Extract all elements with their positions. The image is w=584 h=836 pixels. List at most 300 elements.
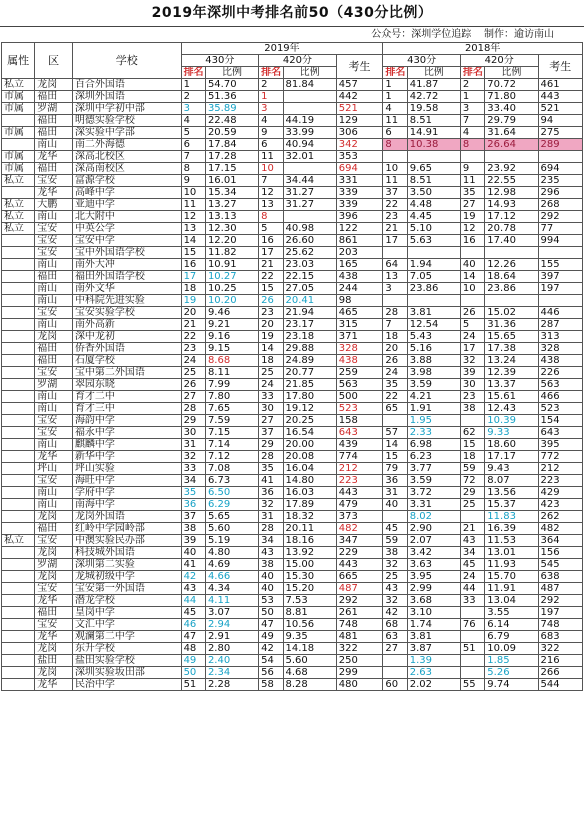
- cell-ratio-2018-420: 15.37: [485, 499, 538, 511]
- header-2018-420: 420分: [460, 55, 538, 67]
- header-rank: 排名: [181, 67, 205, 79]
- cell-examinees-2018: 223: [538, 475, 583, 487]
- cell-ratio-2018-430: 1.91: [407, 403, 460, 415]
- cell-ratio-2019-430: 12.30: [205, 223, 258, 235]
- cell-ratio-2018-420: 6.79: [485, 631, 538, 643]
- table-row: [2, 103, 583, 115]
- cell-ratio-2018-420: 15.65: [485, 331, 538, 343]
- header-ratio: 比例: [205, 67, 258, 79]
- table-row: [2, 391, 583, 403]
- cell-ratio-2018-430: 4.48: [407, 199, 460, 211]
- table-row: [2, 595, 583, 607]
- cell-attr: [2, 655, 35, 667]
- cell-rank-2018-420: 29: [460, 487, 484, 499]
- cell-ratio-2019-430: 7.59: [205, 415, 258, 427]
- ranking-table: [1, 42, 583, 691]
- cell-rank-2019-430: 3: [181, 103, 205, 115]
- cell-ratio-2018-430: 4.45: [407, 211, 460, 223]
- table-row: [2, 463, 583, 475]
- cell-rank-2019-430: 42: [181, 571, 205, 583]
- cell-rank-2018-430: 10: [383, 163, 407, 175]
- cell-rank-2019-420: 24: [259, 379, 283, 391]
- cell-examinees-2018: 446: [538, 307, 583, 319]
- cell-rank-2019-420: 53: [259, 595, 283, 607]
- cell-ratio-2019-430: 20.59: [205, 127, 258, 139]
- cell-ratio-2018-420: 23.92: [485, 163, 538, 175]
- cell-examinees-2019: 259: [336, 367, 383, 379]
- cell-ratio-2019-420: 20.00: [283, 439, 336, 451]
- cell-examinees-2019: 315: [336, 319, 383, 331]
- table-row: [2, 535, 583, 547]
- table-row: [2, 127, 583, 139]
- cell-school: 百合外国语: [72, 79, 181, 91]
- cell-school: 海旺中学: [72, 475, 181, 487]
- cell-rank-2019-430: 8: [181, 163, 205, 175]
- cell-attr: [2, 571, 35, 583]
- cell-rank-2018-430: 31: [383, 487, 407, 499]
- cell-rank-2019-420: 30: [259, 403, 283, 415]
- table-row: [2, 319, 583, 331]
- cell-ratio-2019-420: 10.56: [283, 619, 336, 631]
- cell-ratio-2018-430: 3.88: [407, 355, 460, 367]
- cell-examinees-2019: 98: [336, 295, 383, 307]
- cell-examinees-2018: [538, 295, 583, 307]
- cell-attr: [2, 679, 35, 691]
- cell-ratio-2018-430: [407, 295, 460, 307]
- cell-examinees-2019: 299: [336, 667, 383, 679]
- cell-school: 新华中学: [72, 451, 181, 463]
- cell-rank-2019-430: 20: [181, 307, 205, 319]
- table-row: [2, 259, 583, 271]
- cell-ratio-2019-430: 7.08: [205, 463, 258, 475]
- cell-rank-2019-430: 35: [181, 487, 205, 499]
- cell-ratio-2018-430: [407, 247, 460, 259]
- cell-district: 龙华: [35, 679, 73, 691]
- cell-rank-2018-420: [460, 667, 484, 679]
- cell-rank-2018-420: 33: [460, 595, 484, 607]
- cell-rank-2018-430: 45: [383, 523, 407, 535]
- cell-examinees-2019: 331: [336, 175, 383, 187]
- cell-ratio-2019-420: 19.12: [283, 403, 336, 415]
- cell-rank-2019-420: 40: [259, 571, 283, 583]
- cell-school: 学府中学: [72, 487, 181, 499]
- cell-examinees-2019: 306: [336, 127, 383, 139]
- cell-examinees-2018: 544: [538, 679, 583, 691]
- cell-ratio-2019-420: 21.85: [283, 379, 336, 391]
- table-row: [2, 631, 583, 643]
- cell-district: 宝安: [35, 235, 73, 247]
- cell-ratio-2018-430: 14.91: [407, 127, 460, 139]
- cell-attr: [2, 283, 35, 295]
- table-row: [2, 379, 583, 391]
- cell-rank-2018-420: [460, 607, 484, 619]
- cell-district: 龙岗: [35, 547, 73, 559]
- cell-rank-2019-420: 43: [259, 547, 283, 559]
- header-rank: 排名: [460, 67, 484, 79]
- cell-examinees-2018: 364: [538, 535, 583, 547]
- cell-ratio-2018-430: 3.77: [407, 463, 460, 475]
- cell-ratio-2018-420: 20.78: [485, 223, 538, 235]
- cell-rank-2019-420: 58: [259, 679, 283, 691]
- cell-examinees-2019: 158: [336, 415, 383, 427]
- cell-ratio-2018-420: 10.39: [485, 415, 538, 427]
- cell-rank-2019-420: 37: [259, 427, 283, 439]
- cell-ratio-2018-430: 3.10: [407, 607, 460, 619]
- cell-attr: [2, 451, 35, 463]
- cell-ratio-2019-420: 20.25: [283, 415, 336, 427]
- cell-rank-2018-430: 25: [383, 571, 407, 583]
- cell-rank-2019-430: 18: [181, 283, 205, 295]
- cell-school: 育才二中: [72, 391, 181, 403]
- cell-ratio-2019-420: 18.32: [283, 511, 336, 523]
- cell-school: 深高南校区: [72, 163, 181, 175]
- cell-ratio-2019-420: 15.20: [283, 583, 336, 595]
- header-district: 区: [35, 43, 73, 79]
- cell-ratio-2019-420: 25.62: [283, 247, 336, 259]
- cell-ratio-2018-430: 3.63: [407, 559, 460, 571]
- cell-rank-2018-430: 17: [383, 235, 407, 247]
- cell-rank-2018-420: 10: [460, 283, 484, 295]
- cell-ratio-2019-430: 10.20: [205, 295, 258, 307]
- cell-ratio-2018-430: 3.98: [407, 367, 460, 379]
- cell-school: 深高北校区: [72, 151, 181, 163]
- cell-rank-2019-430: 16: [181, 259, 205, 271]
- cell-attr: [2, 247, 35, 259]
- cell-ratio-2019-420: 21.94: [283, 307, 336, 319]
- cell-rank-2019-420: 34: [259, 535, 283, 547]
- cell-ratio-2019-430: 51.36: [205, 91, 258, 103]
- cell-district: 福田: [35, 163, 73, 175]
- cell-examinees-2019: 438: [336, 355, 383, 367]
- cell-ratio-2018-420: 17.38: [485, 343, 538, 355]
- table-row: [2, 307, 583, 319]
- cell-ratio-2019-430: 5.19: [205, 535, 258, 547]
- cell-ratio-2019-430: 8.68: [205, 355, 258, 367]
- cell-rank-2019-420: 12: [259, 187, 283, 199]
- cell-ratio-2018-420: 22.55: [485, 175, 538, 187]
- cell-district: 龙岗: [35, 79, 73, 91]
- cell-rank-2019-420: 23: [259, 307, 283, 319]
- cell-rank-2019-420: 21: [259, 259, 283, 271]
- cell-ratio-2019-430: 54.70: [205, 79, 258, 91]
- cell-rank-2018-430: 43: [383, 583, 407, 595]
- cell-rank-2019-420: 4: [259, 115, 283, 127]
- cell-ratio-2019-430: 9.15: [205, 343, 258, 355]
- cell-ratio-2019-430: 13.13: [205, 211, 258, 223]
- cell-ratio-2018-430: 3.31: [407, 499, 460, 511]
- cell-examinees-2018: 438: [538, 355, 583, 367]
- cell-rank-2019-430: 7: [181, 151, 205, 163]
- cell-attr: [2, 463, 35, 475]
- cell-examinees-2019: 371: [336, 331, 383, 343]
- cell-rank-2018-420: 35: [460, 187, 484, 199]
- cell-rank-2019-430: 45: [181, 607, 205, 619]
- cell-attr: 市属: [2, 103, 35, 115]
- cell-school: 文汇中学: [72, 619, 181, 631]
- cell-ratio-2019-430: 2.28: [205, 679, 258, 691]
- cell-school: 明德实验学校: [72, 115, 181, 127]
- cell-ratio-2019-420: 27.05: [283, 283, 336, 295]
- cell-ratio-2019-420: 34.44: [283, 175, 336, 187]
- cell-attr: 市属: [2, 127, 35, 139]
- cell-ratio-2019-430: 2.40: [205, 655, 258, 667]
- cell-rank-2019-420: 11: [259, 151, 283, 163]
- cell-rank-2018-430: 22: [383, 199, 407, 211]
- cell-ratio-2018-420: 12.98: [485, 187, 538, 199]
- cell-rank-2019-430: 9: [181, 175, 205, 187]
- table-row: [2, 331, 583, 343]
- cell-ratio-2018-420: 9.43: [485, 463, 538, 475]
- cell-attr: [2, 631, 35, 643]
- cell-district: 龙岗: [35, 511, 73, 523]
- cell-attr: [2, 667, 35, 679]
- table-row: [2, 559, 583, 571]
- cell-examinees-2018: 216: [538, 655, 583, 667]
- cell-school: 翠园东晓: [72, 379, 181, 391]
- cell-attr: [2, 307, 35, 319]
- cell-rank-2018-420: 39: [460, 367, 484, 379]
- cell-rank-2019-430: 19: [181, 295, 205, 307]
- cell-rank-2018-420: 30: [460, 379, 484, 391]
- cell-ratio-2019-430: 3.07: [205, 607, 258, 619]
- cell-rank-2018-430: 1: [383, 79, 407, 91]
- cell-rank-2019-430: 48: [181, 643, 205, 655]
- cell-rank-2018-420: [460, 415, 484, 427]
- cell-ratio-2018-420: 14.93: [485, 199, 538, 211]
- cell-rank-2019-430: 40: [181, 547, 205, 559]
- cell-rank-2019-430: 33: [181, 463, 205, 475]
- cell-attr: [2, 487, 35, 499]
- cell-examinees-2018: 226: [538, 367, 583, 379]
- cell-examinees-2019: 774: [336, 451, 383, 463]
- cell-examinees-2018: 292: [538, 595, 583, 607]
- cell-attr: [2, 187, 35, 199]
- cell-ratio-2018-420: 33.40: [485, 103, 538, 115]
- cell-district: 福田: [35, 343, 73, 355]
- cell-attr: [2, 475, 35, 487]
- cell-ratio-2019-420: 31.27: [283, 187, 336, 199]
- table-row: [2, 475, 583, 487]
- cell-ratio-2018-420: 15.61: [485, 391, 538, 403]
- cell-ratio-2018-420: 13.24: [485, 355, 538, 367]
- cell-district: 宝安: [35, 619, 73, 631]
- cell-ratio-2019-420: 26.60: [283, 235, 336, 247]
- table-row: [2, 163, 583, 175]
- cell-rank-2018-420: [460, 511, 484, 523]
- cell-examinees-2018: 429: [538, 487, 583, 499]
- cell-school: 红岭中学园岭部: [72, 523, 181, 535]
- cell-rank-2018-430: 38: [383, 547, 407, 559]
- cell-ratio-2018-420: 15.70: [485, 571, 538, 583]
- cell-rank-2018-420: 26: [460, 307, 484, 319]
- table-row: [2, 295, 583, 307]
- table-row: [2, 499, 583, 511]
- cell-school: 南海中学: [72, 499, 181, 511]
- cell-district: 宝安: [35, 583, 73, 595]
- cell-rank-2018-430: 3: [383, 283, 407, 295]
- cell-ratio-2019-420: 20.77: [283, 367, 336, 379]
- cell-attr: [2, 379, 35, 391]
- cell-rank-2018-430: 6: [383, 127, 407, 139]
- cell-ratio-2018-420: 5.26: [485, 667, 538, 679]
- cell-examinees-2018: 466: [538, 391, 583, 403]
- cell-rank-2018-420: 24: [460, 571, 484, 583]
- cell-rank-2018-420: 62: [460, 427, 484, 439]
- cell-ratio-2018-430: 8.51: [407, 175, 460, 187]
- cell-rank-2019-430: 38: [181, 523, 205, 535]
- cell-ratio-2018-420: 1.85: [485, 655, 538, 667]
- source-credit: 公众号：深圳学位追踪 制作：逾访南山: [371, 29, 554, 40]
- cell-ratio-2019-420: 15.00: [283, 559, 336, 571]
- cell-district: 龙岗: [35, 643, 73, 655]
- header-2019-430: 430分: [181, 55, 259, 67]
- cell-ratio-2018-430: 23.86: [407, 283, 460, 295]
- cell-examinees-2018: 197: [538, 607, 583, 619]
- cell-ratio-2019-430: 10.25: [205, 283, 258, 295]
- cell-ratio-2018-420: 13.01: [485, 547, 538, 559]
- cell-ratio-2019-430: 17.28: [205, 151, 258, 163]
- cell-rank-2018-430: 68: [383, 619, 407, 631]
- cell-school: 宝安第一外国语: [72, 583, 181, 595]
- cell-district: 龙华: [35, 151, 73, 163]
- cell-ratio-2019-430: 2.91: [205, 631, 258, 643]
- cell-examinees-2018: 289: [538, 139, 583, 151]
- table-row: [2, 355, 583, 367]
- cell-school: 中英公学: [72, 223, 181, 235]
- cell-examinees-2018: 694: [538, 163, 583, 175]
- cell-district: 罗湖: [35, 103, 73, 115]
- cell-attr: [2, 295, 35, 307]
- header-2018-430: 430分: [383, 55, 461, 67]
- cell-district: 宝安: [35, 307, 73, 319]
- cell-ratio-2018-420: 13.37: [485, 379, 538, 391]
- cell-rank-2018-430: 24: [383, 367, 407, 379]
- cell-rank-2019-420: 54: [259, 655, 283, 667]
- cell-ratio-2019-430: 9.21: [205, 319, 258, 331]
- cell-ratio-2018-420: [485, 151, 538, 163]
- cell-district: 龙华: [35, 187, 73, 199]
- cell-rank-2018-420: [460, 655, 484, 667]
- cell-ratio-2019-420: 29.88: [283, 343, 336, 355]
- cell-ratio-2018-430: 5.16: [407, 343, 460, 355]
- cell-examinees-2019: 665: [336, 571, 383, 583]
- cell-attr: 私立: [2, 79, 35, 91]
- cell-attr: 私立: [2, 535, 35, 547]
- cell-examinees-2019: 694: [336, 163, 383, 175]
- header-ratio: 比例: [283, 67, 336, 79]
- cell-district: 福田: [35, 523, 73, 535]
- cell-attr: [2, 643, 35, 655]
- cell-school: 宝中第二外国语: [72, 367, 181, 379]
- cell-rank-2018-430: 27: [383, 643, 407, 655]
- cell-rank-2018-430: [383, 295, 407, 307]
- cell-rank-2019-420: 50: [259, 607, 283, 619]
- cell-examinees-2018: 994: [538, 235, 583, 247]
- cell-examinees-2019: 328: [336, 343, 383, 355]
- cell-ratio-2018-420: [485, 247, 538, 259]
- cell-ratio-2018-430: [407, 151, 460, 163]
- cell-district: 罗湖: [35, 379, 73, 391]
- table-row: [2, 607, 583, 619]
- cell-ratio-2019-430: 7.65: [205, 403, 258, 415]
- cell-district: 宝安: [35, 415, 73, 427]
- cell-attr: 私立: [2, 211, 35, 223]
- cell-rank-2019-430: 14: [181, 235, 205, 247]
- cell-examinees-2019: 521: [336, 103, 383, 115]
- cell-rank-2018-430: [383, 655, 407, 667]
- cell-rank-2018-430: 22: [383, 391, 407, 403]
- cell-examinees-2018: 423: [538, 499, 583, 511]
- cell-rank-2018-420: [460, 631, 484, 643]
- cell-rank-2018-420: 76: [460, 619, 484, 631]
- cell-ratio-2018-430: 5.43: [407, 331, 460, 343]
- cell-ratio-2019-430: 4.11: [205, 595, 258, 607]
- cell-rank-2018-430: 40: [383, 499, 407, 511]
- cell-examinees-2019: 465: [336, 307, 383, 319]
- cell-rank-2018-430: 20: [383, 343, 407, 355]
- cell-examinees-2019: 438: [336, 271, 383, 283]
- cell-school: 观澜第二中学: [72, 631, 181, 643]
- cell-rank-2018-430: 42: [383, 607, 407, 619]
- table-row: [2, 583, 583, 595]
- cell-rank-2019-420: 8: [259, 211, 283, 223]
- cell-school: 深圳实验坂田部: [72, 667, 181, 679]
- cell-rank-2018-430: 35: [383, 379, 407, 391]
- cell-ratio-2018-430: 1.94: [407, 259, 460, 271]
- cell-ratio-2018-430: 19.58: [407, 103, 460, 115]
- cell-ratio-2018-430: 4.21: [407, 391, 460, 403]
- cell-ratio-2018-430: 3.59: [407, 379, 460, 391]
- cell-rank-2019-420: 25: [259, 367, 283, 379]
- cell-ratio-2019-420: 22.15: [283, 271, 336, 283]
- cell-school: 深圳中学初中部: [72, 103, 181, 115]
- cell-ratio-2019-430: 7.14: [205, 439, 258, 451]
- cell-examinees-2019: 373: [336, 511, 383, 523]
- cell-district: 南山: [35, 139, 73, 151]
- cell-rank-2019-420: 38: [259, 559, 283, 571]
- cell-district: 福田: [35, 127, 73, 139]
- cell-examinees-2019: 396: [336, 211, 383, 223]
- cell-rank-2019-420: 28: [259, 451, 283, 463]
- cell-rank-2019-430: 2: [181, 91, 205, 103]
- cell-school: 民治中学: [72, 679, 181, 691]
- cell-examinees-2018: 156: [538, 547, 583, 559]
- cell-school: 育才三中: [72, 403, 181, 415]
- cell-rank-2019-420: 47: [259, 619, 283, 631]
- cell-attr: [2, 235, 35, 247]
- cell-ratio-2019-430: 5.65: [205, 511, 258, 523]
- cell-school: 中科院先进实验: [72, 295, 181, 307]
- cell-rank-2018-430: 63: [383, 631, 407, 643]
- cell-examinees-2018: 292: [538, 211, 583, 223]
- cell-rank-2018-430: 59: [383, 535, 407, 547]
- cell-examinees-2018: 638: [538, 571, 583, 583]
- cell-ratio-2018-430: 7.05: [407, 271, 460, 283]
- cell-rank-2018-420: 11: [460, 175, 484, 187]
- cell-attr: 私立: [2, 223, 35, 235]
- table-row: [2, 523, 583, 535]
- cell-rank-2018-430: [383, 511, 407, 523]
- table-row: [2, 619, 583, 631]
- table-row: [2, 415, 583, 427]
- cell-rank-2019-430: 15: [181, 247, 205, 259]
- cell-attr: 市属: [2, 163, 35, 175]
- table-row: [2, 571, 583, 583]
- cell-ratio-2018-430: 9.65: [407, 163, 460, 175]
- cell-attr: 市属: [2, 91, 35, 103]
- cell-district: 宝安: [35, 427, 73, 439]
- cell-attr: [2, 499, 35, 511]
